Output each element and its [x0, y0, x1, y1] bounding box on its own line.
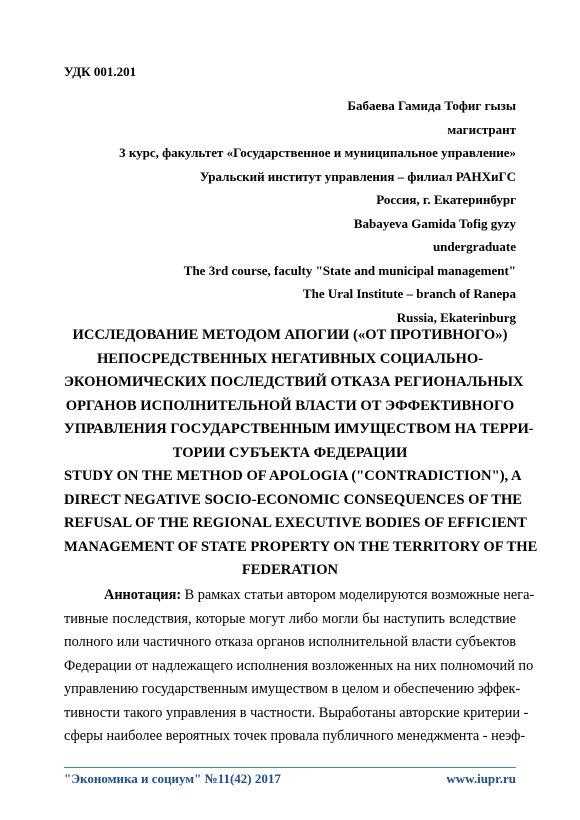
abstract-first-line	[64, 584, 535, 608]
title-line: ТОРИИ СУБЪЕКТА ФЕДЕРАЦИИ	[172, 444, 408, 461]
abstract	[64, 584, 535, 749]
title-line: STUDY ON THE METHOD OF APOLOGIA ("CONTRADICTION"), A	[64, 468, 522, 484]
author-status-en: undergraduate	[432, 239, 516, 254]
title-line: MANAGEMENT OF STATE PROPERTY ON THE TERRITORY OF THE	[64, 538, 538, 555]
author-faculty-ru: 3 курс, факультет «Государственное и муниципальное управление»	[119, 145, 516, 160]
author-block	[64, 94, 516, 329]
author-institute-ru: Уральский институт управления – филиал РАНХиГС	[199, 168, 516, 184]
title-line: ЭКОНОМИЧЕСКИХ ПОСЛЕДСТВИЙ ОТКАЗА РЕГИОНАЛЬНЫХ	[64, 374, 524, 390]
journal-citation: "Экономика и социум" №11(42) 2017	[64, 771, 281, 786]
title-line: FEDERATION	[241, 562, 339, 578]
journal-website-link[interactable]: www.iupr.ru	[446, 771, 516, 786]
udk-code: УДК 001.201	[64, 64, 137, 79]
abstract-label: Аннотация:	[104, 587, 182, 603]
author-name-en: Babayeva Gamida Tofig gyzy	[353, 215, 516, 231]
article-title	[64, 324, 538, 583]
title-line: УПРАВЛЕНИЯ ГОСУДАРСТВЕННЫМ ИМУЩЕСТВОМ НА ТЕРРИ-	[64, 421, 534, 437]
abstract-line: тивности такого управления в частности. Выработаны авторские критерии -	[64, 704, 529, 721]
author-institute-en: The Ural Institute – branch of Ranepa	[302, 286, 516, 301]
title-line: НЕПОСРЕДСТВЕННЫХ НЕГАТИВНЫХ СОЦИАЛЬНО-	[96, 350, 484, 367]
author-name-ru: Бабаева Гамида Тофиг гызы	[347, 98, 516, 113]
author-location-ru: Россия, г. Екатеринбург	[376, 192, 516, 207]
author-faculty-en: The 3rd course, faculty "State and municipal management"	[183, 262, 516, 278]
footer-divider	[64, 767, 516, 768]
abstract-line: сферы наиболее вероятных точек провала публичного менеджмента - неэф-	[64, 728, 526, 744]
title-line: ИССЛЕДОВАНИЕ МЕТОДОМ АПОГИИ («ОТ ПРОТИВНОГО»)	[72, 327, 508, 343]
abstract-line: Федерации от надлежащего исполнения возложенных на них полномочий по	[64, 657, 534, 674]
title-line: DIRECT NEGATIVE SOCIO-ECONOMIC CONSEQUENCES OF THE	[64, 491, 523, 508]
title-line: ОРГАНОВ ИСПОЛНИТЕЛЬНОЙ ВЛАСТИ ОТ ЭФФЕКТИВНОГО	[65, 397, 515, 414]
abstract-text: В рамках статьи автором моделируются возможные нега-	[181, 587, 535, 603]
abstract-line: управлению государственным имуществом в целом и обеспечению эффек-	[64, 681, 521, 697]
abstract-line: полного или частичного отказа органов исполнительной власти субъектов	[64, 634, 516, 650]
abstract-line: тивные последствия, которые могут либо могли бы наступить вследствие	[64, 610, 516, 627]
author-location-en: Russia, Ekaterinburg	[396, 309, 516, 325]
title-line: REFUSAL OF THE REGIONAL EXECUTIVE BODIES OF EFFICIENT	[64, 515, 527, 531]
author-status-ru: магистрант	[447, 121, 516, 137]
